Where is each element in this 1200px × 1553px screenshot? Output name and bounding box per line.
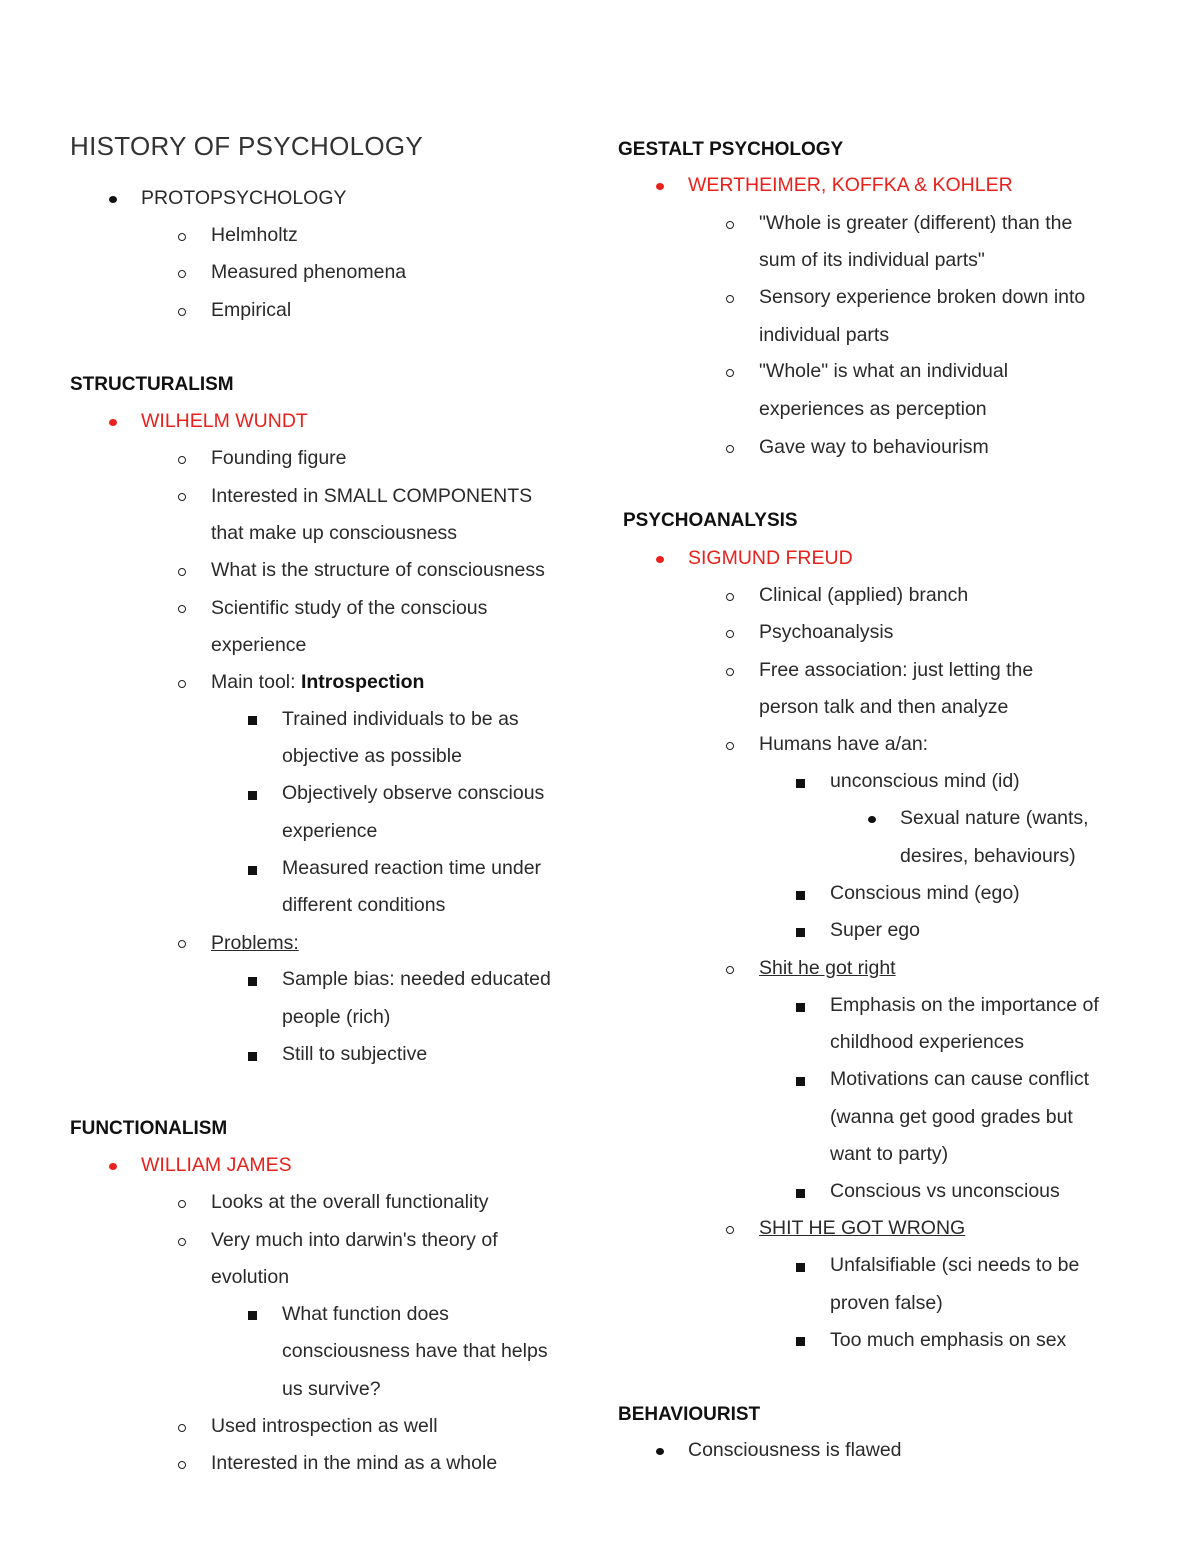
bullet-circle-icon <box>726 593 734 601</box>
bullet-square-icon <box>796 1263 805 1272</box>
list-item-continuation: experiences as perception <box>759 398 987 420</box>
list-item: Motivations can cause conflict <box>830 1068 1090 1090</box>
list-item: Too much emphasis on sex <box>830 1329 1067 1351</box>
list-item-continuation: want to party) <box>830 1143 949 1165</box>
list-item: "Whole is greater (different) than the <box>759 212 1073 234</box>
bullet-square-icon <box>796 891 805 900</box>
bullet-square-icon <box>796 928 805 937</box>
bullet-circle-icon <box>178 1200 186 1208</box>
list-item-continuation: sum of its individual parts" <box>759 249 985 271</box>
bullet-square-icon <box>248 977 257 986</box>
bullet-circle-icon <box>726 1226 734 1234</box>
list-item-continuation: objective as possible <box>282 745 462 767</box>
list-item-continuation: childhood experiences <box>830 1031 1025 1053</box>
bullet-dot-icon <box>109 419 117 426</box>
list-item: "Whole" is what an individual <box>759 360 1009 382</box>
bullet-dot-icon <box>656 556 664 563</box>
main-tool-label: Main tool: <box>211 671 301 693</box>
bullet-circle-icon <box>178 605 186 613</box>
bullet-square-icon <box>248 791 257 800</box>
list-item: unconscious mind (id) <box>830 770 1020 792</box>
list-item: Interested in the mind as a whole <box>211 1452 498 1474</box>
list-item-continuation: experience <box>211 634 307 656</box>
list-item: Empirical <box>211 299 292 321</box>
bullet-circle-icon <box>726 221 734 229</box>
bullet-circle-icon <box>178 493 186 501</box>
person-name: WILLIAM JAMES <box>141 1154 292 1176</box>
bullet-circle-icon <box>726 668 734 676</box>
got-wrong-label: SHIT HE GOT WRONG <box>759 1217 966 1239</box>
list-item: Conscious vs unconscious <box>830 1180 1060 1202</box>
list-item: Free association: just letting the <box>759 659 1034 681</box>
list-item-protopsychology: PROTOPSYCHOLOGY <box>141 187 347 209</box>
list-item: Psychoanalysis <box>759 621 894 643</box>
bullet-dot-icon <box>868 816 876 823</box>
list-item-continuation: person talk and then analyze <box>759 696 1009 718</box>
bullet-circle-icon <box>726 742 734 750</box>
list-item: Gave way to behaviourism <box>759 436 989 458</box>
list-item: Emphasis on the importance of <box>830 994 1099 1016</box>
list-item-continuation: desires, behaviours) <box>900 845 1076 867</box>
section-heading-structuralism: STRUCTURALISM <box>70 374 234 395</box>
person-name: SIGMUND FREUD <box>688 547 853 569</box>
bullet-circle-icon <box>178 568 186 576</box>
list-item: Measured phenomena <box>211 261 407 283</box>
bullet-dot-icon <box>656 1448 664 1455</box>
bullet-square-icon <box>248 1311 257 1320</box>
list-item-continuation: us survive? <box>282 1378 381 1400</box>
bullet-square-icon <box>796 1077 805 1086</box>
list-item: Still to subjective <box>282 1043 428 1065</box>
bullet-circle-icon <box>726 445 734 453</box>
bullet-square-icon <box>796 1003 805 1012</box>
list-item: Unfalsifiable (sci needs to be <box>830 1254 1080 1276</box>
list-item: Interested in SMALL COMPONENTS <box>211 485 533 507</box>
list-item: Trained individuals to be as <box>282 708 519 730</box>
bullet-circle-icon <box>178 1424 186 1432</box>
list-item: Founding figure <box>211 447 347 469</box>
bullet-circle-icon <box>178 270 186 278</box>
person-name: WILHELM WUNDT <box>141 410 308 432</box>
list-item-continuation: consciousness have that helps <box>282 1340 548 1362</box>
list-item: Scientific study of the conscious <box>211 597 488 619</box>
bullet-circle-icon <box>726 369 734 377</box>
list-item: Measured reaction time under <box>282 857 542 879</box>
bullet-circle-icon <box>726 966 734 974</box>
section-heading-gestalt: GESTALT PSYCHOLOGY <box>618 139 844 160</box>
list-item-continuation: individual parts <box>759 324 890 346</box>
list-item-main-tool <box>211 664 424 701</box>
document-title: HISTORY OF PSYCHOLOGY <box>70 131 424 161</box>
list-item-continuation: (wanna get good grades but <box>830 1106 1073 1128</box>
bullet-dot-icon <box>656 183 664 190</box>
list-item-continuation: evolution <box>211 1266 290 1288</box>
bullet-square-icon <box>248 716 257 725</box>
bullet-square-icon <box>796 779 805 788</box>
bullet-circle-icon <box>726 630 734 638</box>
list-item-continuation: different conditions <box>282 894 446 916</box>
list-item: Sample bias: needed educated <box>282 968 551 990</box>
bullet-square-icon <box>796 1337 805 1346</box>
list-item-continuation: people (rich) <box>282 1006 391 1028</box>
list-item: Humans have a/an: <box>759 733 929 755</box>
list-item-continuation: experience <box>282 820 378 842</box>
list-item: Very much into darwin's theory of <box>211 1229 498 1251</box>
list-item: Objectively observe conscious <box>282 782 545 804</box>
bullet-circle-icon <box>178 940 186 948</box>
main-tool-value: Introspection <box>300 671 425 693</box>
bullet-circle-icon <box>178 680 186 688</box>
bullet-circle-icon <box>178 308 186 316</box>
list-item: What is the structure of consciousness <box>211 559 545 581</box>
bullet-square-icon <box>796 1189 805 1198</box>
list-item: Super ego <box>830 919 920 941</box>
list-item: Used introspection as well <box>211 1415 438 1437</box>
section-heading-psychoanalysis: PSYCHOANALYSIS <box>623 510 798 531</box>
list-item-continuation: that make up consciousness <box>211 522 458 544</box>
list-item-continuation: proven false) <box>830 1292 943 1314</box>
list-item: Conscious mind (ego) <box>830 882 1020 904</box>
bullet-dot-icon <box>109 1163 117 1170</box>
bullet-dot-icon <box>109 196 117 203</box>
list-item: Consciousness is flawed <box>688 1439 902 1461</box>
bullet-square-icon <box>248 866 257 875</box>
bullet-circle-icon <box>178 456 186 464</box>
list-item: Helmholtz <box>211 224 298 246</box>
list-item: Looks at the overall functionality <box>211 1191 489 1213</box>
bullet-square-icon <box>248 1052 257 1061</box>
got-right-label: Shit he got right <box>759 957 896 979</box>
bullet-circle-icon <box>726 295 734 303</box>
problems-label: Problems: <box>211 932 299 954</box>
section-heading-functionalism: FUNCTIONALISM <box>70 1118 228 1139</box>
list-item: Sensory experience broken down into <box>759 286 1086 308</box>
list-item: What function does <box>282 1303 449 1325</box>
section-heading-behaviourist: BEHAVIOURIST <box>618 1404 761 1425</box>
list-item: Clinical (applied) branch <box>759 584 969 606</box>
person-name: WERTHEIMER, KOFFKA & KOHLER <box>688 174 1013 196</box>
bullet-circle-icon <box>178 1238 186 1246</box>
bullet-circle-icon <box>178 233 186 241</box>
list-item: Sexual nature (wants, <box>900 807 1089 829</box>
bullet-circle-icon <box>178 1461 186 1469</box>
